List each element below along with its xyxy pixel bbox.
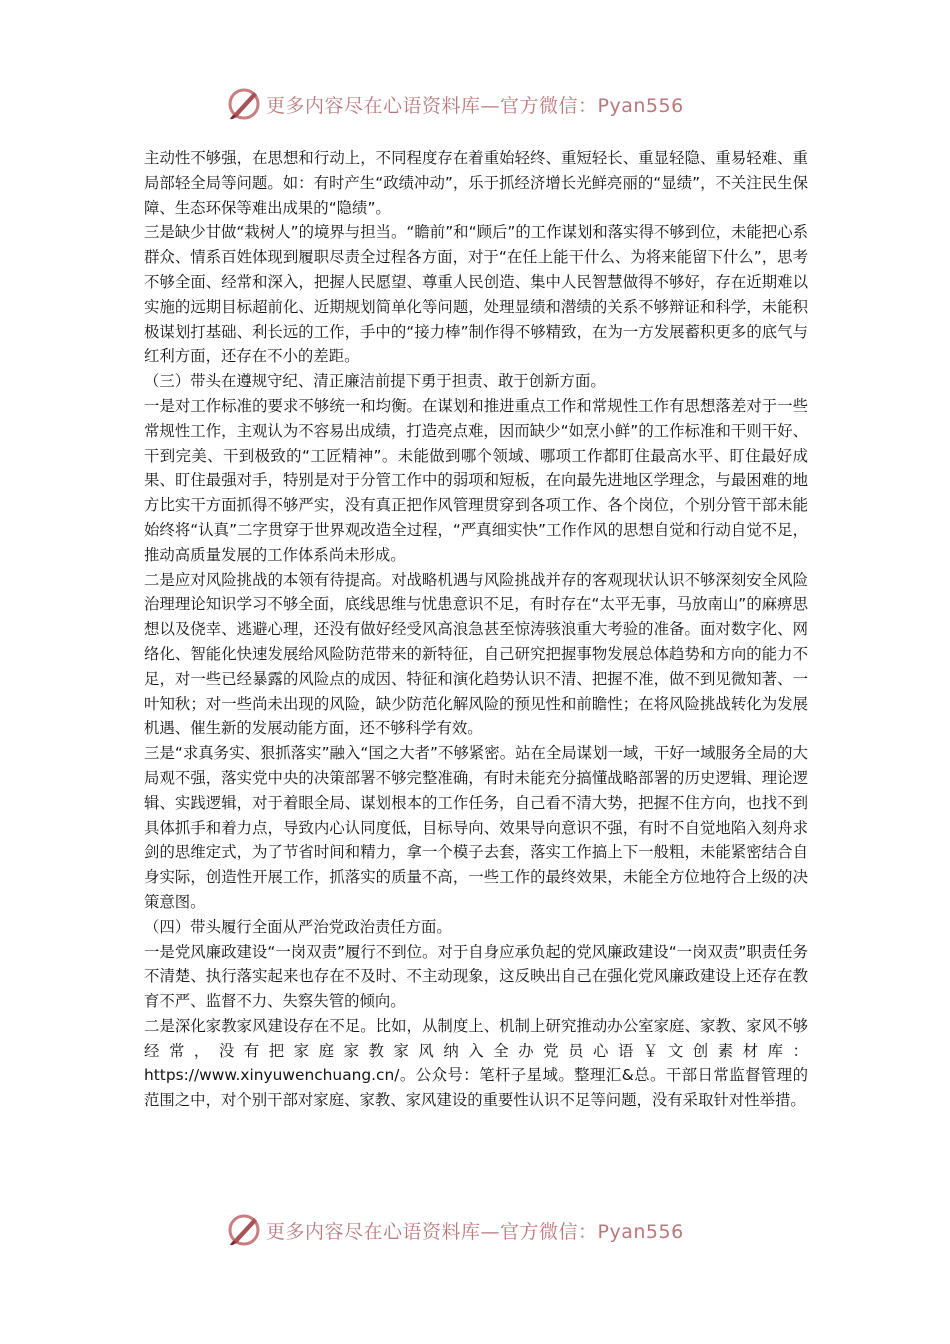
- wechat-id: Pyan556: [597, 1220, 684, 1243]
- watermark-banner-bottom: [226, 1210, 746, 1250]
- brush-logo-icon: [226, 86, 262, 122]
- watermark-banner-top: [226, 84, 746, 124]
- watermark-text: 更多内容尽在心语资料库—官方微信：Pyan556: [266, 1220, 684, 1243]
- paragraph: 主动性不够强，在思想和行动上，不同程度存在着重始轻终、重短轻长、重显轻隐、重易轻难、重局部轻全局等问题。如：有时产生“政绩冲动”，乐于抓经济增长光鲜亮丽的“显绩”，不关注民生保障、生态环保等难出成果的“隐绩”。: [144, 149, 808, 217]
- paragraph: 一是对工作标准的要求不够统一和均衡。在谋划和推进重点工作和常规性工作有思想落差对于一些常规性工作，主观认为不容易出成绩，打造亮点难，因而缺少“如烹小鲜”的工作标准和干则干好、干到完美、干到极致的“工匠精神”。未能做到哪个领域、哪项工作都盯住最高水平、盯住最好成果、盯住最强对手，特别是对于分管工作中的弱项和短板，在向最先进地区学理念，与最困难的地方比实干方面抓得不够严实，没有真正把作风管理贯穿到各项工作、各个岗位，个别分管干部未能始终将“认真”二字贯穿于世界观改造全过程，“严真细实快”工作作风的思想自觉和行动自觉不足，推动高质量发展的工作体系尚未形成。: [144, 396, 808, 564]
- section-heading: （三）带头在遵规守纪、清正廉洁前提下勇于担责、敢于创新方面。: [144, 372, 606, 391]
- section-heading: （四）带头履行全面从严治党政治责任方面。: [144, 917, 452, 936]
- paragraph: 二是深化家教家风建设存在不足。比如，从制度上、机制上研究推动办公室家庭、家教、家风不够经常，没有把家庭家教家风纳入全办党员心语￥文创素材库：https://www.xinyuwenchuang.cn/。公众号：笔杆子星域。整理汇&总。干部日常监督管理的范围之中，对个别干部对家庭、家教、家风建设的重要性认识不足等问题，没有采取针对性举措。: [144, 1016, 808, 1110]
- document-body: [144, 146, 808, 1113]
- paragraph: 一是党风廉政建设“一岗双责”履行不到位。对于自身应承负起的党风廉政建设“一岗双责”职责任务不清楚、执行落实起来也存在不及时、不主动现象，这反映出自己在强化党风廉政建设上还存在教育不严、监督不力、失察失管的倾向。: [144, 942, 808, 1011]
- paragraph: 三是缺少甘做“栽树人”的境界与担当。“瞻前”和“顾后”的工作谋划和落实得不够到位，未能把心系群众、情系百姓体现到履职尽责全过程各方面，对于“在任上能干什么、为将来能留下什么”，思考不够全面、经常和深入，把握人民愿望、尊重人民创造、集中人民智慧做得不够好，存在近期难以实施的远期目标超前化、近期规划简单化等问题，处理显绩和潜绩的关系不够辩证和科学，未能积极谋划打基础、利长远的工作，手中的“接力棒”制作得不够精致，在为一方发展蓄积更多的底气与红利方面，还存在不小的差距。: [144, 223, 808, 366]
- paragraph: 二是应对风险挑战的本领有待提高。对战略机遇与风险挑战并存的客观现状认识不够深刻安全风险治理理论知识学习不够全面，底线思维与忧患意识不足，有时存在“太平无事，马放南山”的麻痹思想以及侥幸、逃避心理，还没有做好经受风高浪急甚至惊涛骇浪重大考验的准备。面对数字化、网络化、智能化快速发展给风险防范带来的新特征，自己研究把握事物发展总体趋势和方向的能力不足，对一些已经暴露的风险点的成因、特征和演化趋势认识不清、把握不准，做不到见微知著、一叶知秋；对一些尚未出现的风险，缺少防范化解风险的预见性和前瞻性；在将风险挑战转化为发展机遇、催生新的发展动能方面，还不够科学有效。: [144, 570, 808, 738]
- brush-logo-icon: [226, 1212, 262, 1248]
- paragraph: 三是“求真务实、狠抓落实”融入“国之大者”不够紧密。站在全局谋划一域，干好一域服务全局的大局观不强，落实党中央的决策部署不够完整准确，有时未能充分搞懂战略部署的历史逻辑、理论逻辑、实践逻辑，对于着眼全局、谋划根本的工作任务，自己看不清大势，把握不住方向，也找不到具体抓手和着力点，导致内心认同度低，目标导向、效果导向意识不强，有时不自觉地陷入刻舟求剑的思维定式，为了节省时间和精力，拿一个模子去套，落实工作搞上下一般粗，未能紧密结合自身实际，创造性开展工作，抓落实的质量不高，一些工作的最终效果，未能全方位地符合上级的决策意图。: [144, 744, 808, 911]
- watermark-text: 更多内容尽在心语资料库—官方微信：Pyan556: [266, 94, 684, 117]
- wechat-id: Pyan556: [597, 94, 684, 117]
